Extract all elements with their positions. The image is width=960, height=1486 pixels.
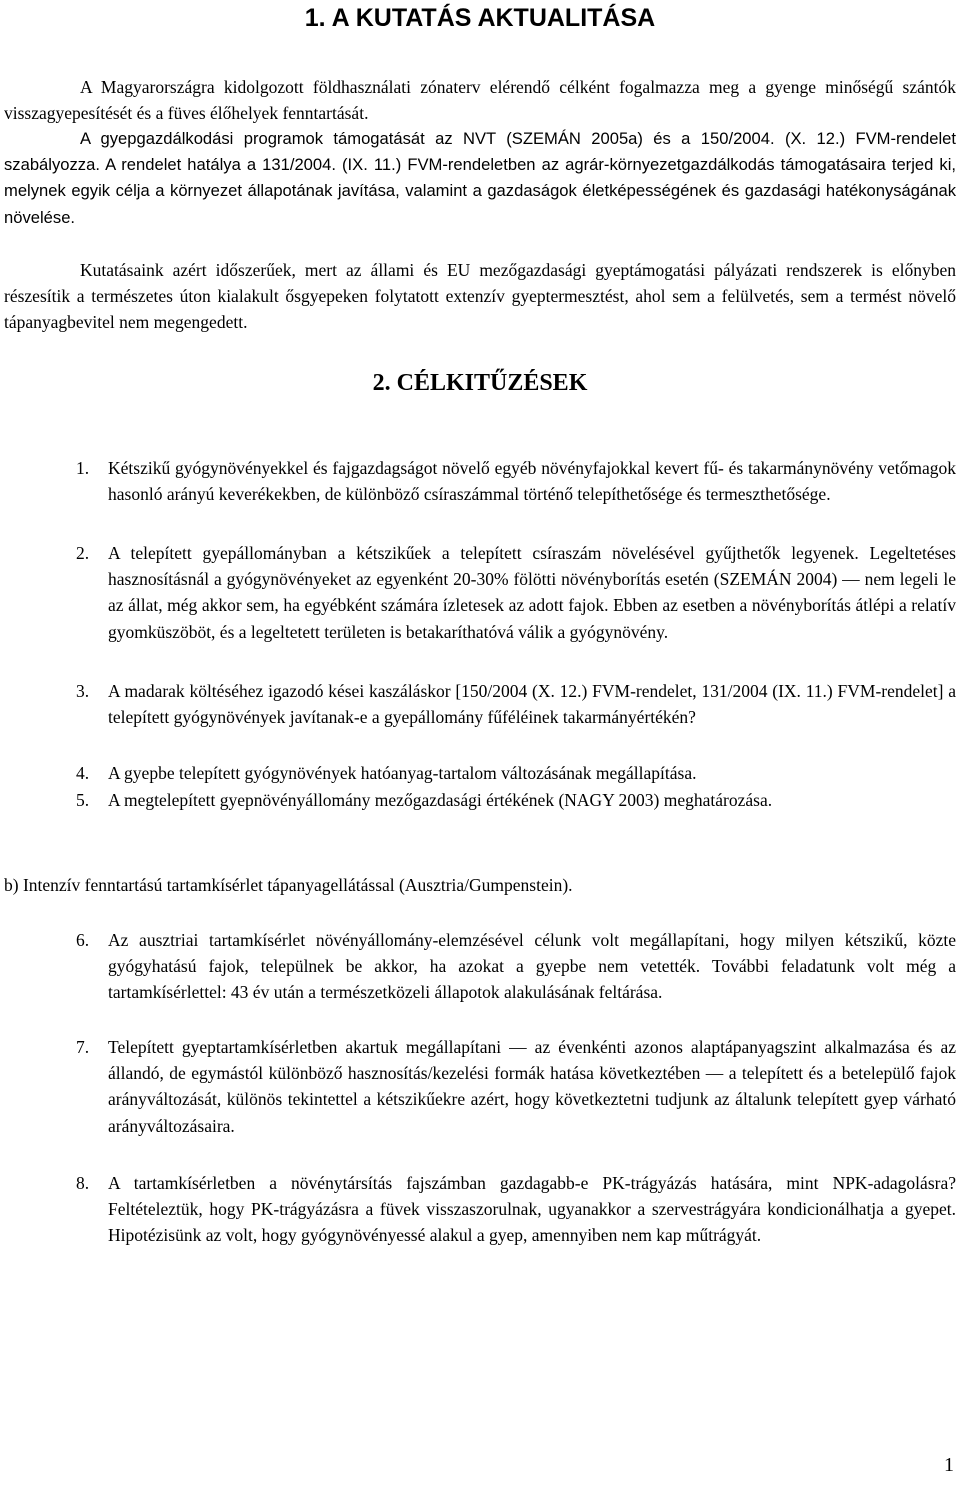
goal-text: A tartamkísérletben a növénytársítás fajszámban gazdagabb-e PK-trágyázás hatására, mint NPK-adagolásra? Feltételeztük, hogy PK-trágyázásra a füvek visszaszorulnak, ugyanakkor a szervestrágyára kondicionálhatja a gyepet. Hipotézisünk az volt, hogy gyógynövényessé alakul a gyep, amennyiben nem kap műtrágyát. xyxy=(108,1173,956,1246)
goal-text: Kétszikű gyógynövényekkel és fajgazdagságot növelő egyéb növényfajokkal kevert fű- és takarmánynövény vetőmagok hasonló arányú keverékekben, de különböző csíraszámmal történő telepíthetősége és termeszthetősége. xyxy=(108,458,956,505)
goal-item xyxy=(76,678,956,730)
goal-text: Telepített gyeptartamkísérletben akartuk megállapítani — az évenkénti azonos alaptápanyagszint alkalmazása és az állandó, de egymástól különböző hasznosítás/kezelési formák hatása következtében — a telepített és a betelepülő fajok arányváltozását, különös tekintettel a kétszikűekre azért, hogy következtetni tudjunk az általunk telepített gyep várható arányváltozásaira. xyxy=(108,1037,956,1136)
goal-number: 1. xyxy=(76,458,90,478)
section-heading-2: 2. CÉLKITŰZÉSEK xyxy=(372,370,588,396)
paragraph-3: Kutatásaink azért időszerűek, mert az állami és EU mezőgazdasági gyeptámogatási pályázati rendszerek is előnyben részesítik a természetes úton kialakult ősgyepeken folytatott extenzív gyeptermesztést, ahol sem a felülvetés, sem a termést növelő tápanyagbevitel nem megengedett. xyxy=(4,260,956,333)
goal-number: 3. xyxy=(76,681,90,701)
paragraph-2: A gyepgazdálkodási programok támogatását az NVT (SZEMÁN 2005a) és a 150/2004. (X. 12.) FVM-rendelet szabályozza. A rendelet hatálya a 131/2004. (IX. 11.) FVM-rendeletben az agrár-környezetgazdálkodás támogatásaira terjed ki, melynek egyik célja a környezet állapotának javítása, valamint a gazdaságok életképességének és gazdasági hatékonyságának növelése. xyxy=(4,129,956,227)
goal-item xyxy=(76,760,956,786)
goal-item xyxy=(76,1170,956,1249)
goal-item xyxy=(76,455,956,507)
goal-number: 4. xyxy=(76,763,90,783)
goal-number: 5. xyxy=(76,790,90,810)
goal-number: 8. xyxy=(76,1173,90,1193)
goal-text: A madarak költéséhez igazodó kései kaszáláskor [150/2004 (X. 12.) FVM-rendelet, 131/2004 (IX. 11.) FVM-rendelet] a telepített gyógynövények javítanak-e a gyepállomány fűféléinek takarmányértékén? xyxy=(108,681,956,728)
goal-number: 6. xyxy=(76,930,90,950)
goal-number: 2. xyxy=(76,543,90,563)
goal-number: 7. xyxy=(76,1037,90,1057)
goal-text: A megtelepített gyepnövényállomány mezőgazdasági értékének (NAGY 2003) meghatározása. xyxy=(108,790,773,810)
goal-item xyxy=(76,787,956,813)
goal-item xyxy=(76,1034,956,1139)
goal-text: Az ausztriai tartamkísérlet növényállomány-elemzésével célunk volt megállapítani, hogy milyen kétszikű, közte gyógyhatású fajok, települnek be akkor, ha azokat a gyepbe nem vetették. További feladatunk volt még a tartamkísérlettel: 43 év után a természetközeli állapotok alakulásának feltárása. xyxy=(108,930,956,1003)
page-number: 1 xyxy=(944,1454,954,1476)
subheading: b) Intenzív fenntartású tartamkísérlet tápanyagellátással (Ausztria/Gumpenstein). xyxy=(4,875,573,895)
goal-item xyxy=(76,927,956,1006)
paragraph-1: A Magyarországra kidolgozott földhasználati zónaterv elérendő célként fogalmazza meg a gyenge minőségű szántók visszagyepesítését és a füves élőhelyek fenntartását. xyxy=(4,77,956,124)
section-heading-1: 1. A KUTATÁS AKTUALITÁSA xyxy=(304,4,656,32)
goal-text: A gyepbe telepített gyógynövények hatóanyag-tartalom változásának megállapítása. xyxy=(108,763,697,783)
goal-item xyxy=(76,540,956,645)
goal-text: A telepített gyepállományban a kétszikűek a telepített csíraszám növelésével gyűjthetők legyenek. Legeltetéses hasznosításnál a gyógynövényeket az egyenként 20-30% fölötti növényborítás esetén (SZEMÁN 2004) — nem legeli le az állat, még akkor sem, ha egyébként számára ízletesek az adott fajok. Ebben az esetben a növényborítás átlépi a relatív gyomküszöböt, és a legeltetett területen is betakaríthatóvá válik a gyógynövény. xyxy=(108,543,956,642)
